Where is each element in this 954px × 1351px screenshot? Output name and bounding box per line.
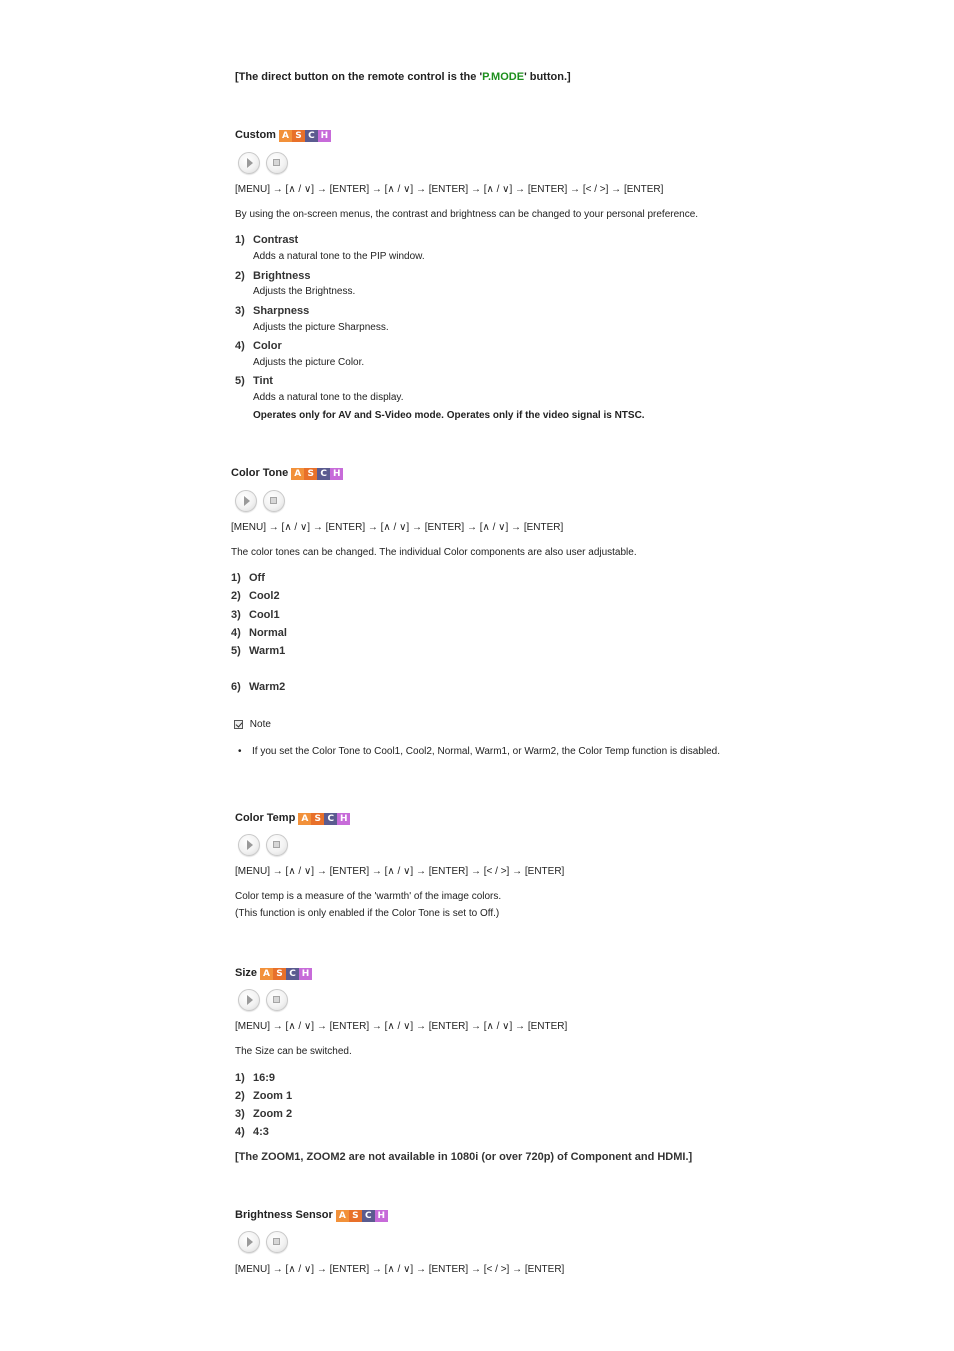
badge-s: S [273, 968, 286, 980]
color-temp-title: Color Temp [235, 812, 296, 824]
custom-menu-path: [MENU] → [∧ / ∨] → [ENTER] → [∧ / ∨] → [ENTER] → [∧ / ∨] → [ENTER] → [< / >] → [ENTER] [235, 184, 664, 195]
list-item: 6) Warm2 [231, 681, 286, 693]
badge-s: S [292, 130, 305, 142]
source-badges [279, 130, 331, 142]
list-item: 2) Brightness [235, 270, 311, 282]
list-item: 2) Zoom 1 [235, 1090, 293, 1102]
note-label: Note [249, 719, 271, 730]
badge-c: C [362, 1210, 375, 1222]
list-item-desc: Adds a natural tone to the PIP window. [253, 251, 425, 262]
badge-c: C [317, 468, 330, 480]
source-badges [298, 813, 350, 825]
stop-icon[interactable] [266, 834, 288, 856]
badge-c: C [286, 968, 299, 980]
stop-icon[interactable] [266, 989, 288, 1011]
color-temp-playback-controls [238, 834, 288, 856]
list-item: 4) 4:3 [235, 1126, 269, 1138]
note-bullet: • [238, 746, 242, 757]
badge-s: S [349, 1210, 362, 1222]
note-icon [234, 720, 243, 729]
list-item: 5) Tint [235, 375, 273, 387]
play-icon[interactable] [235, 490, 257, 512]
badge-c: C [305, 130, 318, 142]
custom-description: By using the on-screen menus, the contrast and brightness can be changed to your personal preference. [235, 209, 699, 220]
badge-h: H [299, 968, 312, 980]
play-icon[interactable] [238, 1231, 260, 1253]
list-item: 3) Zoom 2 [235, 1108, 293, 1120]
badge-a: A [260, 968, 273, 980]
badge-h: H [318, 130, 331, 142]
list-item: 1) Contrast [235, 234, 299, 246]
size-menu-path: [MENU] → [∧ / ∨] → [ENTER] → [∧ / ∨] → [ENTER] → [∧ / ∨] → [ENTER] [235, 1021, 568, 1032]
list-item: 1) 16:9 [235, 1072, 276, 1084]
size-zoom-note: [The ZOOM1, ZOOM2 are not available in 1080i (or over 720p) of Component and HDMI.] [235, 1151, 693, 1163]
badge-a: A [291, 468, 304, 480]
badge-a: A [298, 813, 311, 825]
custom-title: Custom [235, 129, 276, 141]
play-icon[interactable] [238, 834, 260, 856]
brightness-sensor-menu-path: [MENU] → [∧ / ∨] → [ENTER] → [∧ / ∨] → [ENTER] → [< / >] → [ENTER] [235, 1264, 565, 1275]
brightness-sensor-title: Brightness Sensor [235, 1209, 333, 1221]
color-tone-playback-controls [235, 490, 285, 512]
list-item-desc: Adjusts the picture Sharpness. [253, 322, 389, 333]
badge-a: A [336, 1210, 349, 1222]
note-row [234, 719, 271, 730]
source-badges [291, 468, 343, 480]
intro-suffix: ' button.] [524, 71, 571, 83]
size-playback-controls [238, 989, 288, 1011]
color-temp-description-note: (This function is only enabled if the Color Tone is set to Off.) [235, 908, 500, 919]
badge-h: H [375, 1210, 388, 1222]
color-temp-heading [235, 811, 350, 825]
color-tone-description: The color tones can be changed. The individual Color components are also user adjustable. [231, 547, 637, 558]
p-mode-highlight: P.MODE [482, 71, 525, 83]
list-item: 1) Off [231, 572, 265, 584]
play-icon[interactable] [238, 989, 260, 1011]
color-tone-heading [231, 466, 343, 480]
list-item-desc: Adjusts the Brightness. [253, 286, 356, 297]
brightness-sensor-playback-controls [238, 1231, 288, 1253]
intro-prefix: [The direct button on the remote control is the ' [235, 71, 483, 83]
note-text: If you set the Color Tone to Cool1, Cool2, Normal, Warm1, or Warm2, the Color Temp function is disabled. [252, 746, 720, 757]
badge-s: S [311, 813, 324, 825]
stop-icon[interactable] [263, 490, 285, 512]
source-badges [260, 968, 312, 980]
list-item-desc: Adds a natural tone to the display. [253, 392, 404, 403]
badge-s: S [304, 468, 317, 480]
list-item: 4) Color [235, 340, 282, 352]
badge-h: H [337, 813, 350, 825]
size-heading [235, 966, 312, 980]
badge-c: C [324, 813, 337, 825]
list-item: 5) Warm1 [231, 645, 286, 657]
source-badges [336, 1210, 388, 1222]
list-item: 3) Cool1 [231, 609, 280, 621]
badge-a: A [279, 130, 292, 142]
list-item: 4) Normal [231, 627, 287, 639]
size-description: The Size can be switched. [235, 1046, 352, 1057]
color-temp-description: Color temp is a measure of the 'warmth' of the image colors. [235, 891, 502, 902]
stop-icon[interactable] [266, 1231, 288, 1253]
brightness-sensor-heading [235, 1208, 388, 1222]
size-title: Size [235, 967, 258, 979]
custom-heading [235, 128, 331, 142]
play-icon[interactable] [238, 152, 260, 174]
color-temp-menu-path: [MENU] → [∧ / ∨] → [ENTER] → [∧ / ∨] → [ENTER] → [< / >] → [ENTER] [235, 866, 565, 877]
stop-icon[interactable] [266, 152, 288, 174]
color-tone-menu-path: [MENU] → [∧ / ∨] → [ENTER] → [∧ / ∨] → [ENTER] → [∧ / ∨] → [ENTER] [231, 522, 564, 533]
list-item: 3) Sharpness [235, 305, 310, 317]
badge-h: H [330, 468, 343, 480]
color-tone-title: Color Tone [231, 467, 289, 479]
list-item-desc: Adjusts the picture Color. [253, 357, 365, 368]
tint-note: Operates only for AV and S-Video mode. Operates only if the video signal is NTSC. [253, 410, 645, 421]
list-item: 2) Cool2 [231, 590, 280, 602]
custom-playback-controls [238, 152, 288, 174]
remote-direct-button-note [235, 71, 571, 83]
